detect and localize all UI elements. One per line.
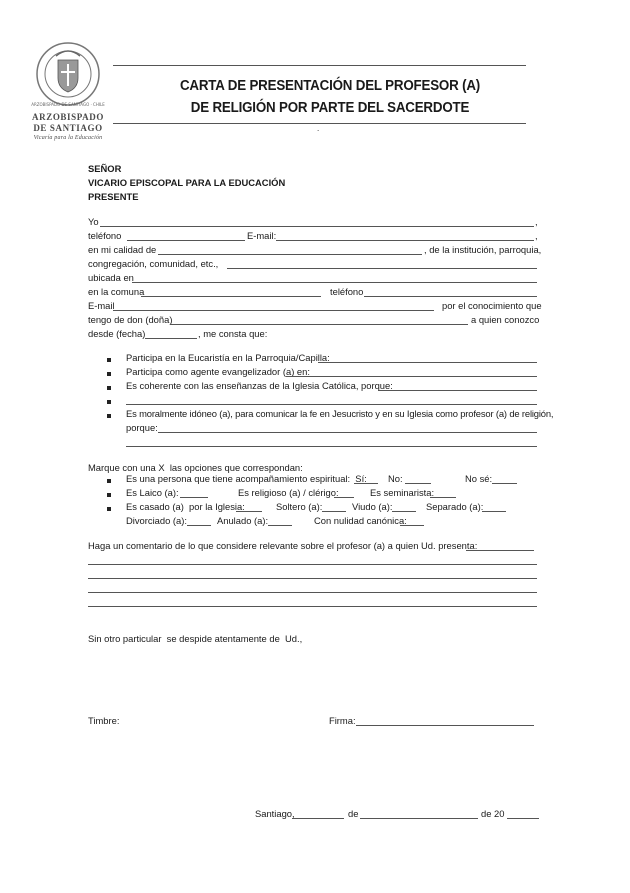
field-laico[interactable] [180,497,208,498]
field-bullet4[interactable] [126,404,537,405]
field-anio[interactable] [507,818,539,819]
title-line2: DE RELIGIÓN POR PARTE DEL SACERDOTE [190,100,470,116]
label-viudo: Viudo (a): [352,501,393,512]
comentario-line-2[interactable] [88,578,537,579]
comentario-line-4[interactable] [88,606,537,607]
field-telefono[interactable] [127,240,245,241]
field-no[interactable] [405,483,431,484]
title-dot: . [317,124,320,133]
field-anulado[interactable] [268,525,292,526]
bullet-3 [107,386,111,390]
field-desde[interactable] [145,338,197,339]
field-congregacion[interactable] [227,268,537,269]
yo-end: , [535,216,538,227]
field-divorciado[interactable] [187,525,211,526]
label-calidad: en mi calidad de [88,244,157,255]
field-ubicada[interactable] [132,282,537,283]
field-tengo[interactable] [170,324,468,325]
field-telefono2[interactable] [364,296,537,297]
bullet3-text: Es coherente con las enseñanzas de la Iglesia Católica, porque: [126,380,393,391]
label-no: No: [388,473,403,484]
label-desde: desde (fecha) [88,328,146,339]
top-rule [113,65,526,66]
field-email2[interactable] [113,310,434,311]
logo-line1: ARZOBISPADO [32,112,104,122]
label-consta: , me consta que: [198,328,268,339]
field-seminarista[interactable] [430,497,456,498]
bullet2-text: Participa como agente evangelizador (a) en: [126,366,310,377]
label-religioso: Es religioso (a) / clérigo: [238,487,339,498]
label-telefono2: teléfono [330,286,364,297]
comentario-line-1[interactable] [88,564,537,565]
archdiocese-logo [14,40,122,150]
recipient-line2: VICARIO EPISCOPAL PARA LA EDUCACIÓN [88,177,286,188]
label-congregacion: congregación, comunidad, etc., [88,258,219,269]
label-ubicada: ubicada en [88,272,134,283]
label-tengo: tengo de don (doña) [88,314,173,325]
field-bullet2[interactable] [286,376,537,377]
label-conocimiento: por el conocimiento que [442,300,542,311]
field-firma[interactable] [356,725,534,726]
logo-line3: Vicaría para la Educación [33,135,103,141]
bullet5-text: Es moralmente idóneo (a), para comunicar la fe en Jesucristo y en su Iglesia como profesor (a) de religión, [126,408,554,419]
field-calidad[interactable] [158,254,422,255]
label-telefono: teléfono [88,230,122,241]
label-conozco: a quien conozco [471,314,540,325]
field-mes[interactable] [360,818,478,819]
field-soltero[interactable] [322,511,346,512]
field-bullet3[interactable] [378,390,537,391]
field-yo[interactable] [100,226,534,227]
field-bullet1[interactable] [318,362,537,363]
field-casado[interactable] [236,511,262,512]
title-line1: CARTA DE PRESENTACIÓN DEL PROFESOR (A) [179,78,481,94]
label-email2: E-mail [88,300,115,311]
comentario-line-3[interactable] [88,592,537,593]
label-nulidad: Con nulidad canónica: [314,515,407,526]
seal-icon [14,40,122,110]
label-nose: No sé: [465,473,493,484]
field-porque-2[interactable] [126,446,537,447]
field-nose[interactable] [492,483,517,484]
label-de2: de 20 [481,808,505,819]
svg-text:ARZOBISPADO DE SANTIAGO · CHIL: ARZOBISPADO DE SANTIAGO · CHILE [31,102,105,107]
label-separado: Separado (a): [426,501,484,512]
bullet5-porque: porque: [126,422,158,433]
label-anulado: Anulado (a): [217,515,269,526]
label-casado: Es casado (a) por la Iglesia: [126,501,245,512]
field-dia[interactable] [292,818,344,819]
label-acomp: Es una persona que tiene acompañamiento espiritual: Sí: [126,473,367,484]
logo-line2: DE SANTIAGO [33,123,103,133]
recipient-line3: PRESENTE [88,191,139,202]
label-seminarista: Es seminarista: [370,487,435,498]
field-viudo[interactable] [392,511,416,512]
despedida: Sin otro particular se despide atentamente de Ud., [88,633,303,644]
label-de1: de [348,808,359,819]
field-comentario[interactable] [466,550,534,551]
field-email[interactable] [276,240,534,241]
bullet-1 [107,358,111,362]
label-soltero: Soltero (a): [276,501,323,512]
comentario-label: Haga un comentario de lo que considere relevante sobre el profesor (a) a quien Ud. presenta: [88,540,478,551]
label-timbre: Timbre: [88,715,120,726]
field-nulidad[interactable] [400,525,424,526]
bullet-acomp [107,479,111,483]
label-comuna: en la comuna [88,286,145,297]
field-porque[interactable] [158,432,537,433]
field-religioso[interactable] [334,497,354,498]
label-yo: Yo [88,216,99,227]
label-email: E-mail: [247,230,277,241]
field-si[interactable] [354,483,378,484]
calidad-end: , de la institución, parroquia, [424,244,542,255]
label-laico: Es Laico (a): [126,487,179,498]
bullet-4 [107,400,111,404]
recipient-line1: SEÑOR [88,163,122,174]
bullet1-text: Participa en la Eucaristía en la Parroquia/Capilla: [126,352,330,363]
bullet-2 [107,372,111,376]
label-firma: Firma: [329,715,356,726]
label-divorciado: Divorciado (a): [126,515,187,526]
bullet-5 [107,414,111,418]
label-santiago: Santiago, [255,808,295,819]
field-separado[interactable] [482,511,506,512]
bullet-laico [107,493,111,497]
field-comuna[interactable] [141,296,321,297]
email-end: , [535,230,538,241]
bottom-rule [113,123,526,124]
marque-intro: Marque con una X las opciones que correspondan: [88,462,303,473]
bullet-casado [107,507,111,511]
